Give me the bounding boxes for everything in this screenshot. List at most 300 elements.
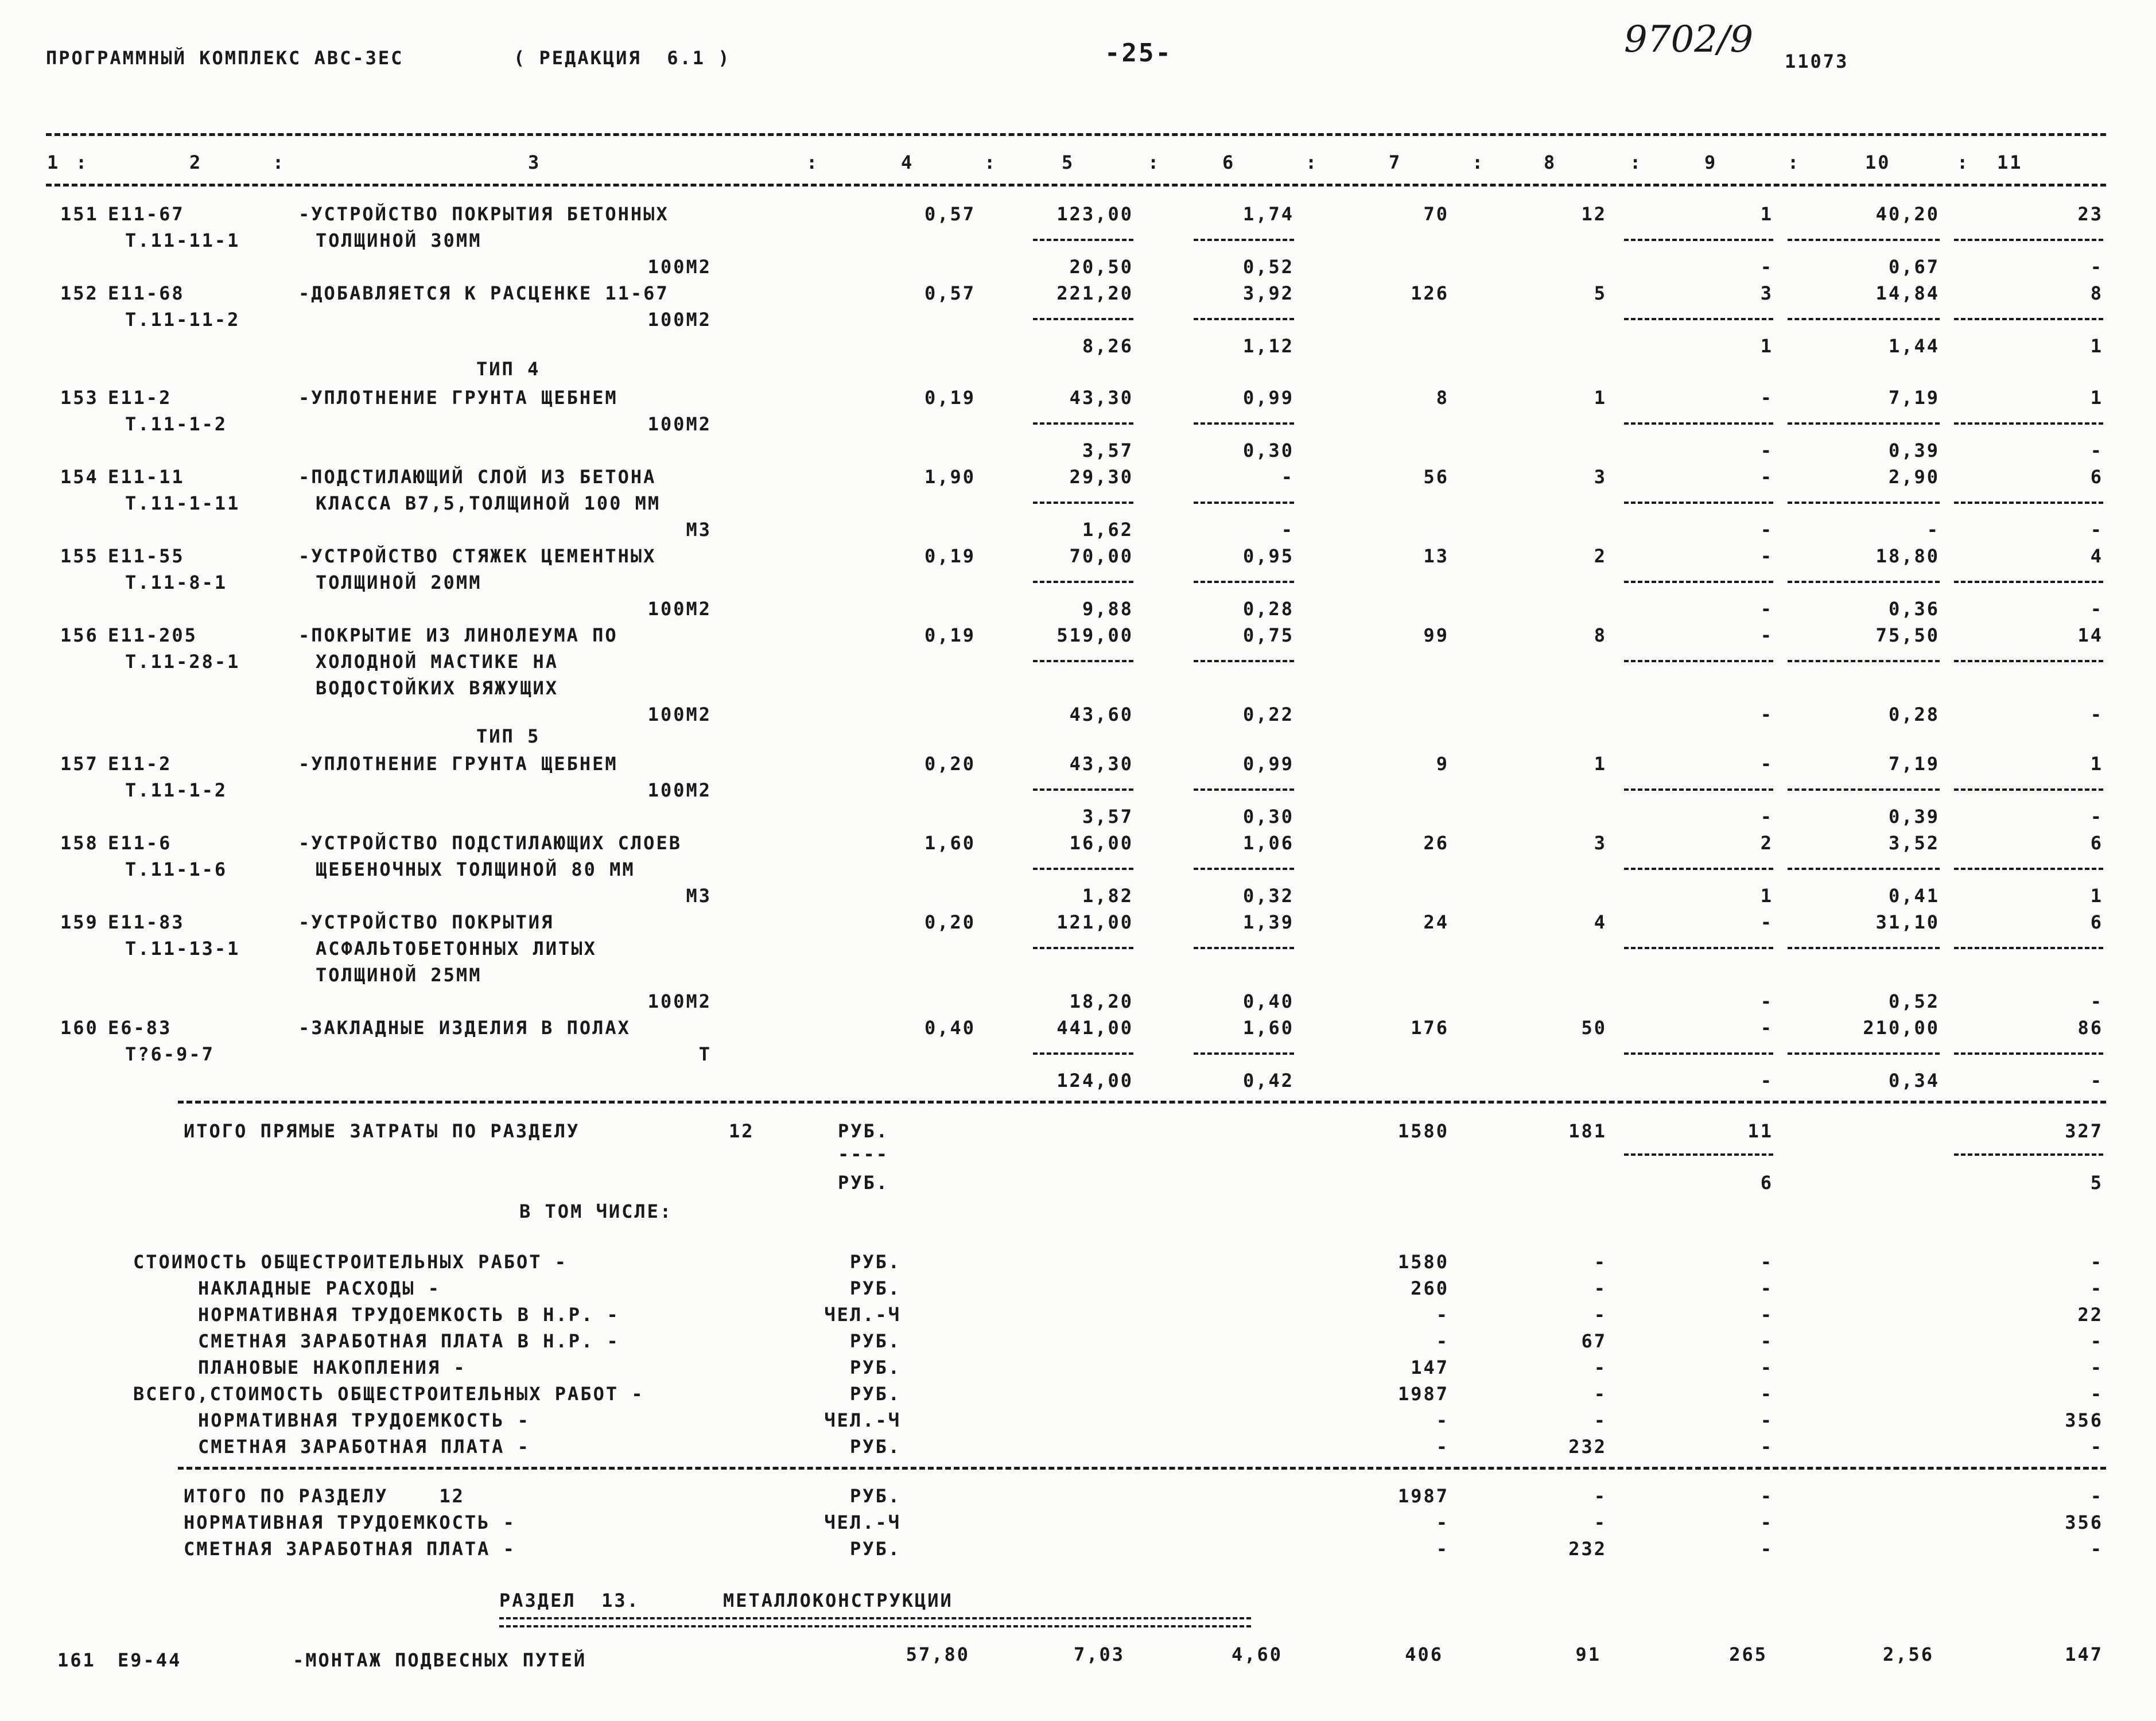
summary-c7: - (1436, 1409, 1449, 1431)
summary-c8: - (1594, 1383, 1607, 1405)
row-separator (1788, 239, 1940, 241)
summary-label: НОРМАТИВНАЯ ТРУДОЕМКОСТЬ - (198, 1409, 530, 1431)
cell-c11: 23 (2077, 203, 2103, 225)
row-description: -УСТРОЙСТВО СТЯЖЕК ЦЕМЕНТНЫХ (298, 545, 656, 567)
cell-c5: 121,00 (1056, 911, 1133, 933)
cell-c10: 40,20 (1875, 203, 1940, 225)
cell-c6: 1,06 (1242, 832, 1294, 854)
summary-unit: РУБ. (849, 1357, 901, 1378)
summary-unit: РУБ. (849, 1251, 901, 1273)
column-header-cell: : (1472, 151, 1485, 173)
cell-c7: 56 (1423, 466, 1449, 488)
row-description: -ПОКРЫТИЕ ИЗ ЛИНОЛЕУМА ПО (298, 624, 618, 646)
row-161-code: Е9-44 (118, 1649, 182, 1671)
cell-c6b: 0,32 (1242, 885, 1294, 907)
row-code: Е11-68 (108, 282, 185, 304)
row-unit: 100М2 (647, 779, 712, 801)
row-unit: 100М2 (647, 990, 712, 1012)
cell-c11: 6 (2090, 466, 2103, 488)
summary-label: НАКЛАДНЫЕ РАСХОДЫ - (198, 1277, 441, 1299)
summary-label: ВСЕГО,СТОИМОСТЬ ОБЩЕСТРОИТЕЛЬНЫХ РАБОТ - (133, 1383, 644, 1405)
totals-rule (178, 1101, 2106, 1104)
row-reference: Т.11-28-1 (125, 651, 240, 673)
row-separator (1788, 318, 1940, 320)
row-separator (1788, 947, 1940, 949)
cell-c11: 8 (2090, 282, 2103, 304)
section-13-label: РАЗДЕЛ 13. (499, 1590, 640, 1611)
row-separator (1033, 868, 1133, 870)
row-separator (1624, 947, 1773, 949)
row-number: 159 (60, 911, 99, 933)
section-total-unit: ЧЕЛ.-Ч (824, 1512, 901, 1533)
summary-unit: ЧЕЛ.-Ч (824, 1409, 901, 1431)
row-code: Е11-205 (108, 624, 197, 646)
total-c9: 11 (1747, 1120, 1773, 1142)
cell-c10b: 0,28 (1888, 704, 1940, 725)
header-rule-top (46, 133, 2106, 136)
cell-c9b: - (1760, 704, 1773, 725)
cell-c11: 6 (2090, 911, 2103, 933)
cell-c8: 2 (1594, 545, 1607, 567)
row-reference: Т?6-9-7 (125, 1043, 215, 1065)
row-separator (1624, 788, 1773, 791)
cell-c6b: 0,30 (1242, 806, 1294, 828)
section-total-c11: - (2090, 1538, 2103, 1560)
cell-c6b: 0,22 (1242, 704, 1294, 725)
total-separator (1954, 1153, 2103, 1156)
section-total-c11: - (2090, 1485, 2103, 1507)
row-description: ТОЛЩИНОЙ 25ММ (316, 964, 482, 986)
cell-c8: 8 (1594, 624, 1607, 646)
cell-c4: 0,57 (924, 203, 976, 225)
cell-c9: - (1760, 466, 1773, 488)
row-number: 153 (60, 387, 99, 409)
row-description: -ДОБАВЛЯЕТСЯ К РАСЦЕНКЕ 11-67 (298, 282, 669, 304)
cell-c9b: - (1760, 806, 1773, 828)
row-description: -УПЛОТНЕНИЕ ГРУНТА ЩЕБНЕМ (298, 387, 618, 409)
row-separator (1194, 422, 1294, 425)
row-separator (1954, 581, 2103, 583)
row-separator (1624, 868, 1773, 870)
cell-c6: - (1281, 466, 1294, 488)
row-description: -УСТРОЙСТВО ПОКРЫТИЯ (298, 911, 554, 933)
cell-c7: 99 (1423, 624, 1449, 646)
row-161-c4: 57,80 (906, 1644, 970, 1665)
column-header-cell: : (76, 151, 89, 173)
row-separator (1788, 502, 1940, 504)
cell-c10: 7,19 (1888, 753, 1940, 775)
row-separator (1624, 239, 1773, 241)
column-header-cell: 2 (189, 151, 203, 173)
cell-c7: 26 (1423, 832, 1449, 854)
row-161-number: 161 (57, 1649, 96, 1671)
section-total-unit: РУБ. (849, 1538, 901, 1560)
row-161-c8: 91 (1575, 1644, 1601, 1665)
row-separator (1033, 318, 1133, 320)
summary-c11: - (2090, 1277, 2103, 1299)
row-number: 158 (60, 832, 99, 854)
row-separator (1954, 660, 2103, 662)
cell-c9: - (1760, 911, 1773, 933)
cell-c7: 126 (1411, 282, 1449, 304)
row-number: 154 (60, 466, 99, 488)
cell-c9b: - (1760, 598, 1773, 620)
row-separator (1954, 788, 2103, 791)
cell-c9b: 1 (1760, 335, 1773, 357)
summary-label: СМЕТНАЯ ЗАРАБОТНАЯ ПЛАТА - (198, 1436, 530, 1458)
cell-c6: 1,39 (1242, 911, 1294, 933)
row-separator (1954, 868, 2103, 870)
cell-c10: 3,52 (1888, 832, 1940, 854)
summary-c8: - (1594, 1409, 1607, 1431)
summary-c9: - (1760, 1409, 1773, 1431)
header-rule-bottom (46, 184, 2106, 187)
cell-c4: 0,57 (924, 282, 976, 304)
cell-c9: 3 (1760, 282, 1773, 304)
section-total-c8: - (1594, 1512, 1607, 1533)
row-161-description: -МОНТАЖ ПОДВЕСНЫХ ПУТЕЙ (293, 1649, 587, 1671)
summary-c8: - (1594, 1277, 1607, 1299)
cell-c9: 1 (1760, 203, 1773, 225)
row-separator (1194, 947, 1294, 949)
cell-c4: 0,20 (924, 753, 976, 775)
row-reference: Т.11-1-2 (125, 413, 228, 435)
column-header-cell: 10 (1865, 151, 1891, 173)
row-161-c6: 4,60 (1231, 1644, 1283, 1665)
row-separator (1624, 1052, 1773, 1055)
row-code: Е11-6 (108, 832, 172, 854)
cell-c9: - (1760, 753, 1773, 775)
cell-c6b: 0,40 (1242, 990, 1294, 1012)
row-description: -УПЛОТНЕНИЕ ГРУНТА ЩЕБНЕМ (298, 753, 618, 775)
cell-c9: - (1760, 624, 1773, 646)
cell-c8: 1 (1594, 753, 1607, 775)
cell-c11b: - (2090, 1070, 2103, 1091)
cell-c9: - (1760, 1017, 1773, 1039)
row-reference: Т.11-1-11 (125, 492, 240, 514)
cell-c5b: 43,60 (1069, 704, 1133, 725)
column-header-cell: 4 (901, 151, 914, 173)
summary-c8: - (1594, 1357, 1607, 1378)
column-header-cell: : (1957, 151, 1970, 173)
row-separator (1194, 318, 1294, 320)
cell-c5: 221,20 (1056, 282, 1133, 304)
summary-c9: - (1760, 1330, 1773, 1352)
summary-c7: 1580 (1397, 1251, 1449, 1273)
summary-unit: ЧЕЛ.-Ч (824, 1304, 901, 1326)
summary-c9: - (1760, 1436, 1773, 1458)
cell-c10: 75,50 (1875, 624, 1940, 646)
cell-c7: 13 (1423, 545, 1449, 567)
cell-c11b: - (2090, 806, 2103, 828)
cell-c8: 3 (1594, 466, 1607, 488)
row-description: ТОЛЩИНОЙ 30ММ (316, 230, 482, 251)
section-total-c7: 1987 (1397, 1485, 1449, 1507)
cell-c11b: - (2090, 440, 2103, 461)
total-unit-dash: ---- (838, 1143, 889, 1165)
row-code: Е11-11 (108, 466, 185, 488)
cell-c9b: - (1760, 990, 1773, 1012)
summary-c9: - (1760, 1277, 1773, 1299)
cell-c5: 519,00 (1056, 624, 1133, 646)
cell-c10b: 0,41 (1888, 885, 1940, 907)
cell-c5b: 124,00 (1056, 1070, 1133, 1091)
row-unit: 100М2 (647, 413, 712, 435)
total-unit-2: РУБ. (838, 1172, 889, 1194)
section-total-c8: - (1594, 1485, 1607, 1507)
cell-c10: 7,19 (1888, 387, 1940, 409)
cell-c9b: - (1760, 519, 1773, 541)
row-number: 152 (60, 282, 99, 304)
row-separator (1954, 318, 2103, 320)
cell-c10b: 0,36 (1888, 598, 1940, 620)
cell-c11b: - (2090, 990, 2103, 1012)
row-description: -УСТРОЙСТВО ПОКРЫТИЯ БЕТОННЫХ (298, 203, 669, 225)
column-header-cell: 9 (1704, 151, 1718, 173)
section-total-c9: - (1760, 1512, 1773, 1533)
row-reference: Т.11-1-2 (125, 779, 228, 801)
cell-c6b: 0,28 (1242, 598, 1294, 620)
cell-c9b: 1 (1760, 885, 1773, 907)
cell-c10: 31,10 (1875, 911, 1940, 933)
cell-c11: 1 (2090, 387, 2103, 409)
total-separator (1624, 1153, 1773, 1156)
cell-c7: 24 (1423, 911, 1449, 933)
column-header-cell: : (1630, 151, 1643, 173)
cell-c9b: - (1760, 256, 1773, 278)
cell-c8: 12 (1581, 203, 1607, 225)
section-total-label: СМЕТНАЯ ЗАРАБОТНАЯ ПЛАТА - (184, 1538, 516, 1560)
cell-c9: - (1760, 545, 1773, 567)
section-total-c8: 232 (1568, 1538, 1607, 1560)
row-separator (1194, 788, 1294, 791)
cell-c5: 43,30 (1069, 753, 1133, 775)
summary-c7: 147 (1411, 1357, 1449, 1378)
section-total-c7: - (1436, 1512, 1449, 1533)
cell-c5b: 3,57 (1082, 440, 1133, 461)
cell-c10b: - (1926, 519, 1940, 541)
column-header-cell: : (1148, 151, 1161, 173)
summary-c11: - (2090, 1436, 2103, 1458)
row-separator (1033, 239, 1133, 241)
row-number: 156 (60, 624, 99, 646)
row-separator (1788, 868, 1940, 870)
cell-c4: 1,60 (924, 832, 976, 854)
summary-c9: - (1760, 1304, 1773, 1326)
cell-c5b: 1,82 (1082, 885, 1133, 907)
row-number: 155 (60, 545, 99, 567)
row-separator (1624, 318, 1773, 320)
cell-c11: 1 (2090, 753, 2103, 775)
row-description: ХОЛОДНОЙ МАСТИКЕ НА (316, 651, 559, 673)
cell-c8: 5 (1594, 282, 1607, 304)
row-description: АСФАЛЬТОБЕТОННЫХ ЛИТЫХ (316, 938, 597, 959)
cell-c10: 14,84 (1875, 282, 1940, 304)
cell-c10b: 0,34 (1888, 1070, 1940, 1091)
summary-unit: РУБ. (849, 1330, 901, 1352)
row-number: 160 (60, 1017, 99, 1039)
section-total-unit: РУБ. (849, 1485, 901, 1507)
row-separator (1954, 502, 2103, 504)
row-unit: 100М2 (647, 704, 712, 725)
summary-c11: - (2090, 1383, 2103, 1405)
summary-c8: 232 (1568, 1436, 1607, 1458)
total-label: ИТОГО ПРЯМЫЕ ЗАТРАТЫ ПО РАЗДЕЛУ (184, 1120, 580, 1142)
cell-c5: 43,30 (1069, 387, 1133, 409)
cell-c5b: 20,50 (1069, 256, 1133, 278)
row-161-c10: 2,56 (1882, 1644, 1934, 1665)
row-161-c11: 147 (2065, 1644, 2103, 1665)
summary-c11: - (2090, 1330, 2103, 1352)
row-separator (1624, 660, 1773, 662)
cell-c11b: - (2090, 256, 2103, 278)
cell-c10b: 1,44 (1888, 335, 1940, 357)
row-unit: М3 (686, 519, 712, 541)
row-reference: Т.11-1-6 (125, 858, 228, 880)
cell-c11b: - (2090, 704, 2103, 725)
total-c11: 327 (2065, 1120, 2103, 1142)
section-total-c7: - (1436, 1538, 1449, 1560)
row-code: Е11-67 (108, 203, 185, 225)
cell-c8: 50 (1581, 1017, 1607, 1039)
cell-c5b: 1,62 (1082, 519, 1133, 541)
cell-c10b: 0,39 (1888, 440, 1940, 461)
column-header-cell: 1 (47, 151, 60, 173)
summary-c11: - (2090, 1357, 2103, 1378)
column-header-cell: 6 (1222, 151, 1236, 173)
row-unit: 100М2 (647, 309, 712, 331)
cell-c5b: 18,20 (1069, 990, 1133, 1012)
summary-unit: РУБ. (849, 1383, 901, 1405)
cell-c6: 1,60 (1242, 1017, 1294, 1039)
row-number: 151 (60, 203, 99, 225)
row-reference: Т.11-11-1 (125, 230, 240, 251)
cell-c4: 0,19 (924, 387, 976, 409)
column-header-cell: : (1306, 151, 1319, 173)
column-header-cell: 8 (1544, 151, 1557, 173)
cell-c5: 16,00 (1069, 832, 1133, 854)
edition: ( РЕДАКЦИЯ 6.1 ) (514, 47, 731, 69)
row-161-c5: 7,03 (1073, 1644, 1125, 1665)
row-separator (1194, 1052, 1294, 1055)
cell-c4: 0,19 (924, 545, 976, 567)
cell-c4: 1,90 (924, 466, 976, 488)
program-title: ПРОГРАММНЫЙ КОМПЛЕКС АВС-ЗЕС (46, 47, 404, 69)
row-description: -ПОДСТИЛАЮЩИЙ СЛОЙ ИЗ БЕТОНА (298, 466, 656, 488)
cell-c8: 1 (1594, 387, 1607, 409)
cell-c11b: - (2090, 519, 2103, 541)
cell-c10: 2,90 (1888, 466, 1940, 488)
summary-c8: 67 (1581, 1330, 1607, 1352)
cell-c9b: - (1760, 440, 1773, 461)
summary-rule (178, 1467, 2106, 1470)
cell-c10: 18,80 (1875, 545, 1940, 567)
cell-c7: 8 (1436, 387, 1449, 409)
column-header-cell: 5 (1062, 151, 1075, 173)
summary-c9: - (1760, 1357, 1773, 1378)
row-description: -УСТРОЙСТВО ПОДСТИЛАЮЩИХ СЛОЕВ (298, 832, 682, 854)
column-header-cell: 3 (528, 151, 541, 173)
row-separator (1033, 788, 1133, 791)
cell-c11b: 1 (2090, 885, 2103, 907)
summary-c7: - (1436, 1304, 1449, 1326)
column-header-cell: 7 (1389, 151, 1402, 173)
handwritten-doc-number: 9702/9 (1624, 18, 1754, 61)
row-separator (1033, 581, 1133, 583)
section-total-c9: - (1760, 1538, 1773, 1560)
column-header-cell: : (1788, 151, 1801, 173)
row-separator (1788, 788, 1940, 791)
cell-c11b: 1 (2090, 335, 2103, 357)
row-separator (1954, 239, 2103, 241)
summary-c8: - (1594, 1251, 1607, 1273)
type-5-label: ТИП 5 (476, 725, 541, 747)
cell-c5b: 3,57 (1082, 806, 1133, 828)
summary-c9: - (1760, 1383, 1773, 1405)
summary-c9: - (1760, 1251, 1773, 1273)
row-161-c7: 406 (1405, 1644, 1443, 1665)
cell-c11: 4 (2090, 545, 2103, 567)
summary-label: НОРМАТИВНАЯ ТРУДОЕМКОСТЬ В Н.Р. - (198, 1304, 620, 1326)
total-c9b: 6 (1760, 1172, 1773, 1194)
cell-c9b: - (1760, 1070, 1773, 1091)
section-13-title: МЕТАЛЛОКОНСТРУКЦИИ (723, 1590, 953, 1611)
summary-label: ПЛАНОВЫЕ НАКОПЛЕНИЯ - (198, 1357, 467, 1378)
row-separator (1788, 660, 1940, 662)
cell-c10: 210,00 (1863, 1017, 1940, 1039)
cell-c6b: 0,42 (1242, 1070, 1294, 1091)
summary-c7: 260 (1411, 1277, 1449, 1299)
row-unit: 100М2 (647, 256, 712, 278)
summary-unit: РУБ. (849, 1436, 901, 1458)
summary-c7: - (1436, 1436, 1449, 1458)
total-c8: 181 (1568, 1120, 1607, 1142)
type-4-label: ТИП 4 (476, 358, 541, 380)
cell-c6: 0,99 (1242, 753, 1294, 775)
cell-c10b: 0,67 (1888, 256, 1940, 278)
cell-c11: 6 (2090, 832, 2103, 854)
row-code: Е11-2 (108, 753, 172, 775)
cell-c11: 14 (2077, 624, 2103, 646)
column-header-cell: : (984, 151, 997, 173)
cell-c4: 0,40 (924, 1017, 976, 1039)
section-13-double-rule (499, 1617, 1251, 1627)
cell-c6: 0,95 (1242, 545, 1294, 567)
summary-c11: 356 (2065, 1409, 2103, 1431)
row-separator (1033, 947, 1133, 949)
section-total-c11: 356 (2065, 1512, 2103, 1533)
cell-c6: 1,74 (1242, 203, 1294, 225)
summary-c11: - (2090, 1251, 2103, 1273)
row-code: Е6-83 (108, 1017, 172, 1039)
row-separator (1194, 660, 1294, 662)
row-separator (1033, 502, 1133, 504)
cell-c5: 70,00 (1069, 545, 1133, 567)
cell-c6b: 1,12 (1242, 335, 1294, 357)
total-section-number: 12 (729, 1120, 755, 1142)
row-description: ВОДОСТОЙКИХ ВЯЖУЩИХ (316, 677, 559, 699)
total-c7: 1580 (1397, 1120, 1449, 1142)
cell-c10b: 0,39 (1888, 806, 1940, 828)
section-total-label: ИТОГО ПО РАЗДЕЛУ 12 (184, 1485, 465, 1507)
row-separator (1194, 239, 1294, 241)
row-161-c9: 265 (1729, 1644, 1767, 1665)
cell-c5b: 9,88 (1082, 598, 1133, 620)
summary-label: СТОИМОСТЬ ОБЩЕСТРОИТЕЛЬНЫХ РАБОТ - (133, 1251, 568, 1273)
summary-label: СМЕТНАЯ ЗАРАБОТНАЯ ПЛАТА В Н.Р. - (198, 1330, 620, 1352)
cell-c5: 123,00 (1056, 203, 1133, 225)
cell-c7: 70 (1423, 203, 1449, 225)
